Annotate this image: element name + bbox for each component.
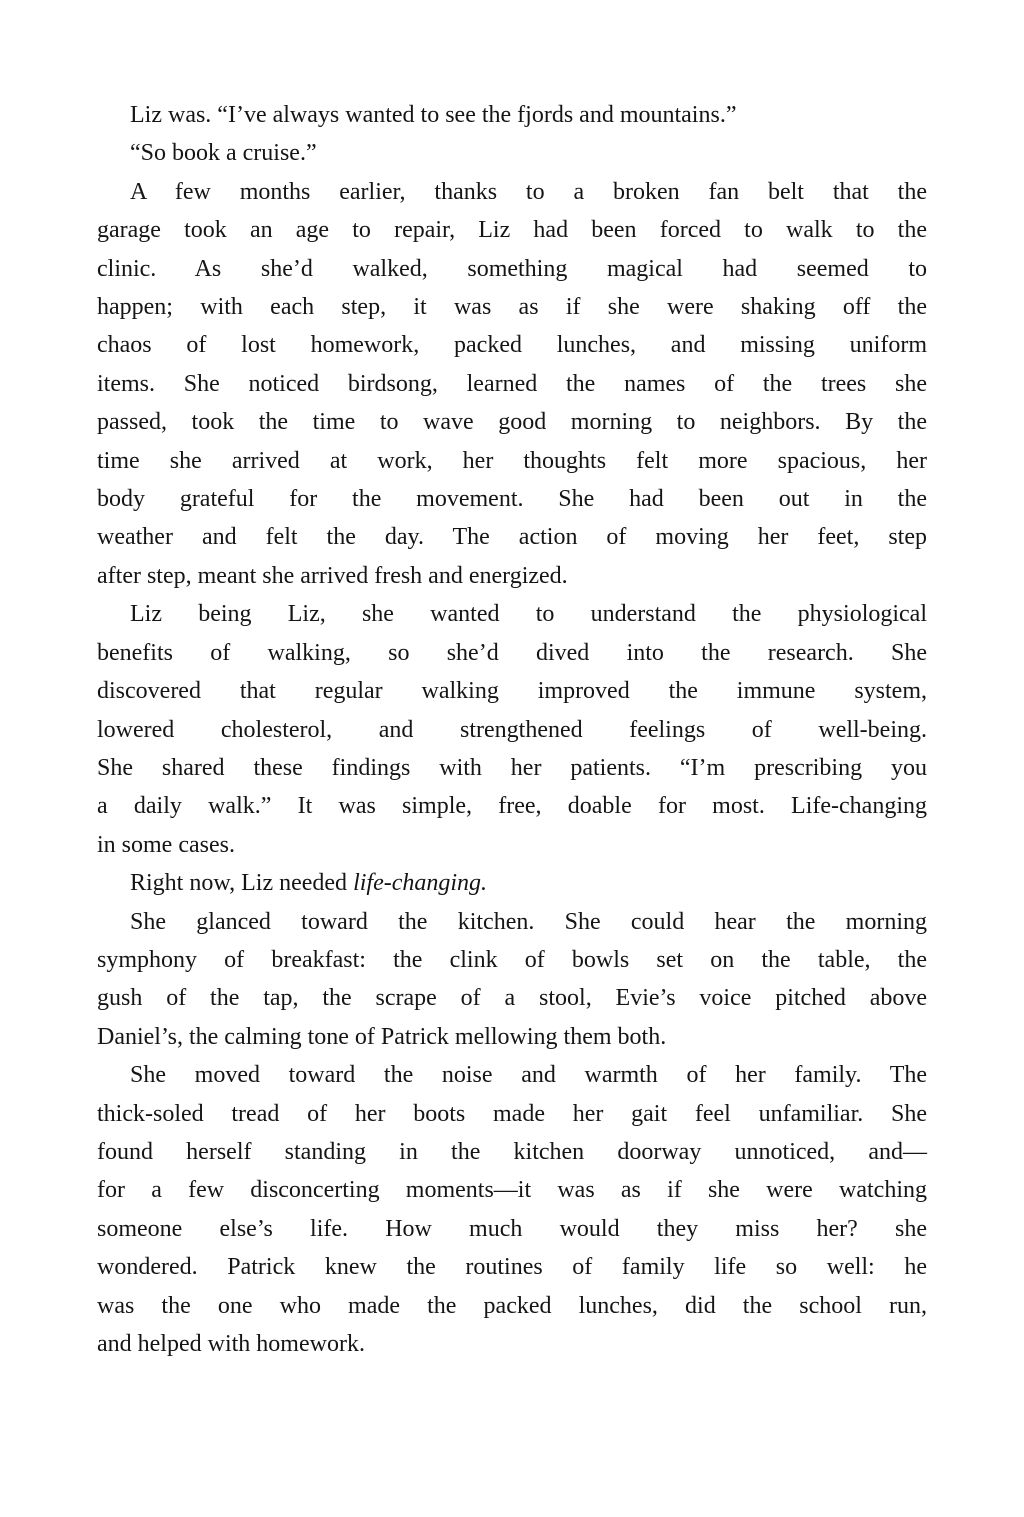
text-line xyxy=(97,595,927,633)
paragraph xyxy=(97,864,927,902)
text-segment: “So book a cruise.” xyxy=(130,140,317,167)
text-line xyxy=(97,787,927,825)
page-text xyxy=(97,96,927,1363)
text-segment: thick-soled tread of her boots made her gait feel unfamiliar. She xyxy=(97,1100,927,1127)
text-segment: symphony of breakfast: the clink of bowls set on the table, the xyxy=(97,946,927,973)
text-segment: Daniel’s, the calming tone of Patrick mellowing them both. xyxy=(97,1023,667,1050)
text-line xyxy=(97,1325,927,1363)
text-line xyxy=(97,403,927,441)
text-line xyxy=(97,1056,927,1094)
text-line xyxy=(97,557,927,595)
text-segment: a daily walk.” It was simple, free, doable for most. Life-changing xyxy=(97,793,927,820)
text-segment: She shared these findings with her patients. “I’m prescribing you xyxy=(97,754,927,781)
paragraph xyxy=(97,595,927,864)
text-line xyxy=(97,442,927,480)
text-segment: chaos of lost homework, packed lunches, and missing uniform xyxy=(97,332,927,359)
text-line xyxy=(97,903,927,941)
text-line xyxy=(97,634,927,672)
text-segment: lowered cholesterol, and strengthened feelings of well-being. xyxy=(97,716,927,743)
text-line xyxy=(97,749,927,787)
text-line xyxy=(97,826,927,864)
text-segment: gush of the tap, the scrape of a stool, Evie’s voice pitched above xyxy=(97,985,927,1012)
text-line xyxy=(97,134,927,172)
text-segment: clinic. As she’d walked, something magical had seemed to xyxy=(97,255,927,282)
text-segment: after step, meant she arrived fresh and energized. xyxy=(97,562,568,589)
text-line xyxy=(97,1018,927,1056)
text-line xyxy=(97,326,927,364)
text-line xyxy=(97,1248,927,1286)
text-segment: Liz being Liz, she wanted to understand the physiological xyxy=(130,601,927,628)
text-line xyxy=(97,96,927,134)
text-line xyxy=(97,480,927,518)
paragraph xyxy=(97,1056,927,1363)
text-segment: discovered that regular walking improved the immune system, xyxy=(97,678,927,705)
text-line xyxy=(97,1095,927,1133)
text-segment: time she arrived at work, her thoughts felt more spacious, her xyxy=(97,447,927,474)
text-segment: A few months earlier, thanks to a broken fan belt that the xyxy=(130,178,927,205)
text-segment: and helped with homework. xyxy=(97,1331,365,1357)
text-line xyxy=(97,1287,927,1325)
italic-text: life-changing. xyxy=(353,870,488,897)
text-line xyxy=(97,1210,927,1248)
text-segment: items. She noticed birdsong, learned the names of the trees she xyxy=(97,370,927,397)
text-segment: Liz was. “I’ve always wanted to see the fjords and mountains.” xyxy=(130,102,737,128)
text-segment: She moved toward the noise and warmth of her family. The xyxy=(130,1062,927,1089)
text-line xyxy=(97,941,927,979)
paragraph xyxy=(97,134,927,172)
paragraph xyxy=(97,96,927,134)
text-line xyxy=(97,518,927,556)
text-line xyxy=(97,1133,927,1171)
text-segment: body grateful for the movement. She had been out in the xyxy=(97,486,927,513)
text-line xyxy=(97,979,927,1017)
text-segment: in some cases. xyxy=(97,831,235,858)
text-segment: wondered. Patrick knew the routines of family life so well: he xyxy=(97,1254,927,1281)
text-segment: Right now, Liz needed xyxy=(130,870,354,897)
text-line xyxy=(97,211,927,249)
paragraph xyxy=(97,903,927,1057)
text-segment: was the one who made the packed lunches, did the school run, xyxy=(97,1292,927,1319)
text-line xyxy=(97,864,927,902)
text-segment: weather and felt the day. The action of moving her feet, step xyxy=(97,524,927,551)
paragraph xyxy=(97,173,927,595)
text-segment: benefits of walking, so she’d dived into the research. She xyxy=(97,639,927,666)
text-segment: someone else’s life. How much would they miss her? she xyxy=(97,1215,927,1242)
text-line xyxy=(97,173,927,211)
text-segment: garage took an age to repair, Liz had been forced to walk to the xyxy=(97,217,927,244)
text-line xyxy=(97,711,927,749)
text-line xyxy=(97,288,927,326)
text-line xyxy=(97,672,927,710)
text-line xyxy=(97,250,927,288)
text-line xyxy=(97,365,927,403)
text-line xyxy=(97,1171,927,1209)
text-segment: for a few disconcerting moments—it was as if she were watching xyxy=(97,1177,927,1204)
text-segment: She glanced toward the kitchen. She could hear the morning xyxy=(130,908,927,935)
text-segment: passed, took the time to wave good morning to neighbors. By the xyxy=(97,409,927,436)
text-segment: happen; with each step, it was as if she were shaking off the xyxy=(97,294,927,321)
text-segment: found herself standing in the kitchen doorway unnoticed, and— xyxy=(97,1138,927,1165)
